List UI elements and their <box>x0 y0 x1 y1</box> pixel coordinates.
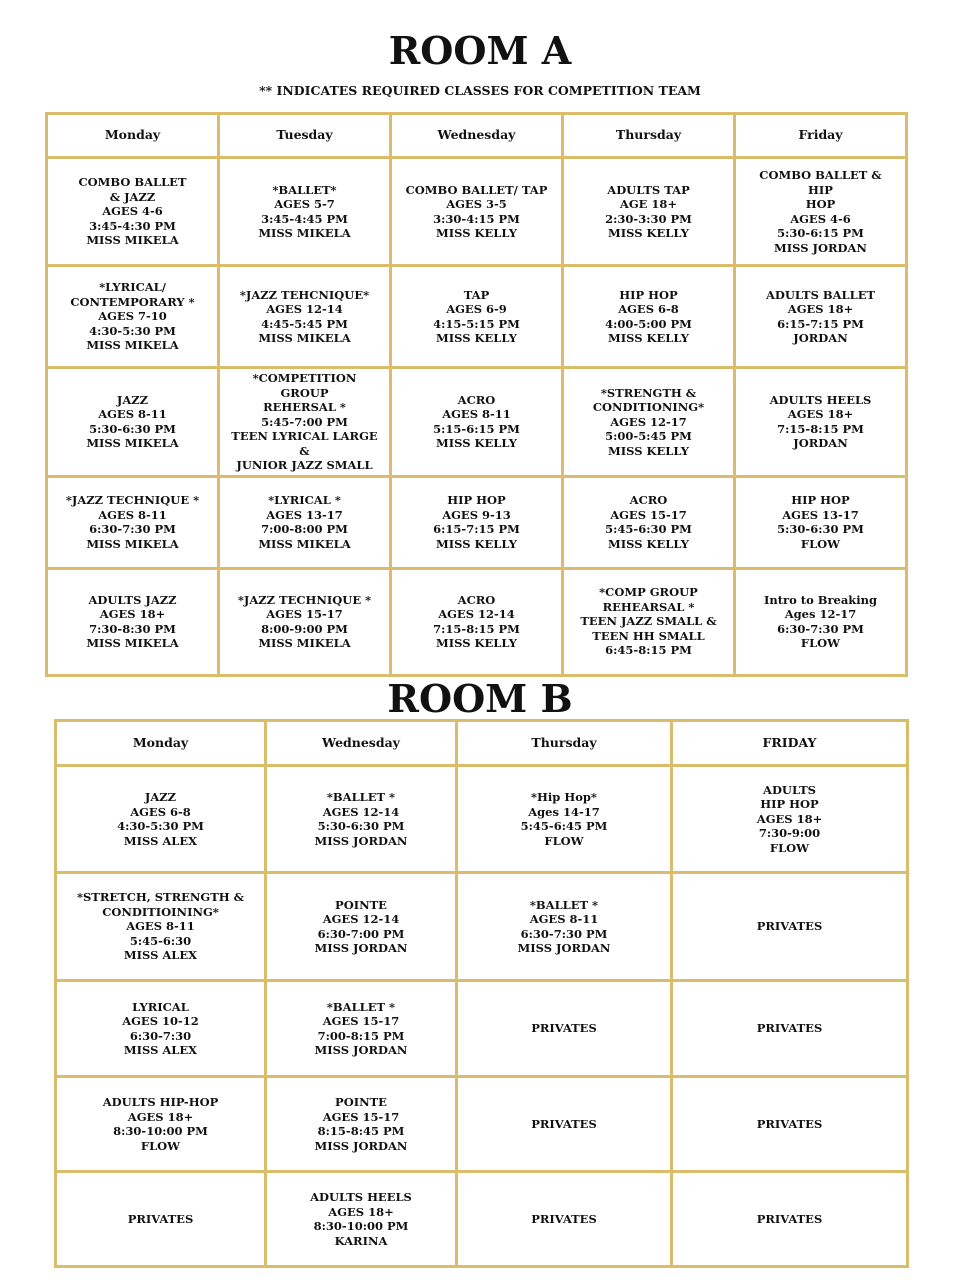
class-cell-line: AGES 4-6 <box>790 211 851 226</box>
class-cell-line: AGES 12-14 <box>438 607 515 621</box>
class-cell-line: 6:15-7:15 PM <box>433 522 520 536</box>
class-cell-line: REHERSAL * <box>263 400 346 414</box>
class-cell-line: AGES 6-9 <box>446 302 507 316</box>
class-cell-line: 7:15-8:15 PM <box>433 621 520 636</box>
class-cell-line: 2:30-3:30 PM <box>605 211 692 226</box>
class-cell-line: CONTEMPORARY * <box>70 294 195 309</box>
class-cell-line: Ages 14-17 <box>528 804 600 819</box>
class-cell-line: AGES 9-13 <box>442 507 511 522</box>
class-cell <box>56 1172 266 1267</box>
class-cell <box>56 873 266 981</box>
class-cell-line: MISS JORDAN <box>314 941 408 955</box>
class-cell-line: JUNIOR JAZZ SMALL <box>236 458 373 472</box>
class-cell-line: MISS KELLY <box>608 226 689 240</box>
day-header-friday: FRIDAY <box>672 721 908 766</box>
class-cell-line: HIP HOP <box>760 797 819 812</box>
day-header-friday: Friday <box>735 114 907 158</box>
class-cell-line: *BALLET * <box>326 790 396 804</box>
class-cell-line: MISS ALEX <box>123 1043 198 1057</box>
class-cell <box>266 873 457 981</box>
class-cell-line: AGES 12-14 <box>322 804 400 819</box>
day-header-tuesday: Tuesday <box>219 114 391 158</box>
class-cell-line: PRIVATES <box>531 1211 597 1226</box>
day-header-thursday: Thursday <box>457 721 672 766</box>
class-cell-line: PRIVATES <box>756 1116 823 1131</box>
class-cell-line: JORDAN <box>793 331 848 345</box>
class-cell-line: 4:30-5:30 PM <box>117 819 204 833</box>
schedule-row <box>56 981 908 1077</box>
class-cell-line: TEEN HH SMALL <box>592 628 705 643</box>
class-cell-line: ADULTS JAZZ <box>88 592 177 607</box>
class-cell <box>735 568 907 675</box>
class-cell <box>266 1172 457 1267</box>
class-cell-line: AGES 4-6 <box>102 204 163 219</box>
class-cell <box>47 568 219 675</box>
class-cell-line: 3:45-4:45 PM <box>261 211 348 226</box>
class-cell-line: MISS JORDAN <box>517 941 611 955</box>
room-a-schedule-table <box>45 112 908 677</box>
class-cell-line: 6:30-7:30 <box>129 1028 192 1043</box>
competition-note: ** INDICATES REQUIRED CLASSES FOR COMPETITION TEAM <box>259 83 701 98</box>
class-cell-line: MISS KELLY <box>608 331 689 345</box>
class-cell-line: MISS MIKELA <box>258 226 351 240</box>
class-cell-line: PRIVATES <box>531 1021 597 1036</box>
class-cell-line: 8:15-8:45 PM <box>317 1124 405 1138</box>
class-cell-line: 6:15-7:15 PM <box>777 316 864 331</box>
class-cell-line: 5:45-6:45 PM <box>520 819 608 833</box>
class-cell-line: JAZZ <box>144 790 177 804</box>
class-cell-line: AGES 13-17 <box>782 507 859 522</box>
class-cell-line: AGES 18+ <box>127 1109 194 1124</box>
class-cell-line: POINTE <box>335 897 387 912</box>
class-cell-line: 4:15-5:15 PM <box>433 316 520 331</box>
class-cell-line: AGES 15-17 <box>322 1014 400 1028</box>
day-header-thursday: Thursday <box>563 114 735 158</box>
class-cell <box>266 981 457 1077</box>
class-cell-line: Intro to Breaking <box>763 592 878 607</box>
class-cell-line: HIP HOP <box>791 493 850 507</box>
day-header-monday: Monday <box>56 721 266 766</box>
class-cell-line: MISS KELLY <box>436 226 517 240</box>
class-cell-line: ADULTS HEELS <box>310 1190 412 1204</box>
class-cell-line: FLOW <box>800 536 841 551</box>
room-b-schedule-table <box>54 719 909 1268</box>
class-cell-line: *JAZZ TECHNIQUE * <box>237 592 372 607</box>
class-cell <box>56 1077 266 1172</box>
class-cell-line: MISS JORDAN <box>314 1138 408 1153</box>
class-cell <box>735 368 907 477</box>
class-cell-line: TEEN JAZZ SMALL & <box>580 614 717 629</box>
class-cell-line: TAP <box>463 287 490 302</box>
class-cell-line: 4:00-5:00 PM <box>605 316 692 331</box>
class-cell-line: & JAZZ <box>109 189 156 204</box>
room-a-title: ROOM A <box>388 28 572 73</box>
class-cell-line: *COMPETITION GROUP <box>252 371 357 400</box>
class-cell <box>219 368 391 477</box>
class-cell-line: CONDITIOINING* <box>102 904 219 919</box>
class-cell-line: 5:30-6:30 PM <box>777 522 864 536</box>
class-cell <box>457 766 672 873</box>
class-cell-line: 3:30-4:15 PM <box>433 211 520 226</box>
class-cell <box>563 476 735 568</box>
class-cell-line: 5:45-6:30 PM <box>605 522 692 536</box>
class-cell <box>391 568 563 675</box>
class-cell <box>391 266 563 368</box>
class-cell <box>735 158 907 266</box>
class-cell-line: MISS MIKELA <box>258 331 351 345</box>
class-cell-line: AGES 8-11 <box>126 919 195 934</box>
class-cell-line: 4:30-5:30 PM <box>89 323 176 338</box>
class-cell-line: COMBO BALLET & HIP <box>759 168 882 197</box>
schedule-row <box>47 476 907 568</box>
class-cell-line: AGES 12-14 <box>266 302 343 316</box>
class-cell-line: FLOW <box>140 1138 181 1153</box>
class-cell-line: MISS ALEX <box>123 948 198 963</box>
class-cell-line: AGES 15-17 <box>610 507 687 522</box>
class-cell <box>47 266 219 368</box>
class-cell-line: POINTE <box>335 1095 387 1109</box>
class-cell-line: REHEARSAL * <box>602 599 695 614</box>
class-cell-line: HIP HOP <box>447 493 506 507</box>
class-cell-line: *JAZZ TECHNIQUE * <box>65 493 200 507</box>
class-cell-line: AGES 8-11 <box>98 407 167 422</box>
class-cell-line: AGES 10-12 <box>122 1014 199 1028</box>
class-cell <box>266 1077 457 1172</box>
class-cell-line: ADULTS HIP-HOP <box>102 1095 219 1109</box>
class-cell-line: 7:15-8:15 PM <box>777 421 864 436</box>
schedule-row <box>56 1077 908 1172</box>
class-cell <box>47 476 219 568</box>
class-cell-line: 7:30-9:00 <box>758 826 821 841</box>
class-cell-line: COMBO BALLET/ TAP <box>405 182 548 197</box>
class-cell-line: AGES 7-10 <box>98 309 167 324</box>
class-cell-line: *LYRICAL * <box>268 493 341 507</box>
class-cell <box>672 1077 908 1172</box>
class-cell <box>47 158 219 266</box>
class-cell-line: ADULTS HEELS <box>769 392 872 407</box>
room-a-body <box>47 114 907 676</box>
class-cell-line: MISS KELLY <box>436 636 517 650</box>
class-cell <box>391 158 563 266</box>
class-cell-line: 7:00-8:15 PM <box>317 1028 405 1043</box>
class-cell <box>563 368 735 477</box>
class-cell-line: AGES 12-14 <box>322 912 400 926</box>
class-cell-line: MISS JORDAN <box>314 833 408 848</box>
class-cell-line: COMBO BALLET <box>78 175 187 190</box>
class-cell-line: MISS MIKELA <box>86 536 179 551</box>
class-cell-line: AGES 15-17 <box>322 1109 400 1124</box>
class-cell-line: FLOW <box>800 636 841 650</box>
class-cell-line: AGES 5-7 <box>274 197 335 211</box>
class-cell-line: HOP <box>805 197 836 211</box>
room-b-body <box>56 721 908 1267</box>
class-cell-line: MISS MIKELA <box>86 338 179 353</box>
class-cell-line: ACRO <box>457 392 496 407</box>
class-cell <box>457 1077 672 1172</box>
class-cell <box>56 981 266 1077</box>
schedule-row <box>47 158 907 266</box>
class-cell-line: ADULTS TAP <box>607 182 690 197</box>
class-cell-line: FLOW <box>769 840 810 855</box>
class-cell-line: MISS JORDAN <box>314 1043 408 1057</box>
class-cell <box>219 568 391 675</box>
schedule-row <box>56 1172 908 1267</box>
class-cell-line: TEEN LYRICAL LARGE & <box>231 429 378 458</box>
class-cell <box>672 1172 908 1267</box>
class-cell-line: AGES 18+ <box>328 1204 394 1219</box>
class-cell <box>219 476 391 568</box>
class-cell-line: PRIVATES <box>531 1116 597 1131</box>
day-header-wednesday: Wednesday <box>391 114 563 158</box>
class-cell-line: ADULTS BALLET <box>765 287 876 302</box>
class-cell-line: MISS MIKELA <box>86 233 179 248</box>
class-cell-line: *STRENGTH & <box>600 385 697 400</box>
class-cell-line: 8:30-10:00 PM <box>113 1124 208 1138</box>
class-cell <box>391 476 563 568</box>
class-cell-line: ADULTS <box>763 782 816 797</box>
class-cell-line: AGES 8-11 <box>442 407 511 422</box>
class-cell-line: *STRETCH, STRENGTH & <box>76 890 245 905</box>
class-cell <box>457 981 672 1077</box>
day-header-monday: Monday <box>47 114 219 158</box>
class-cell-line: MISS MIKELA <box>86 436 179 451</box>
class-cell-line: 5:30-6:15 PM <box>777 226 864 240</box>
class-cell-line: *BALLET * <box>326 999 396 1014</box>
class-cell-line: 7:30-8:30 PM <box>89 621 176 636</box>
class-cell-line: 8:00-9:00 PM <box>261 621 348 636</box>
class-cell-line: PRIVATES <box>127 1211 194 1226</box>
class-cell-line: *COMP GROUP <box>599 585 698 600</box>
class-cell-line: AGES 13-17 <box>266 507 343 522</box>
class-cell-line: 5:15-6:15 PM <box>433 421 520 436</box>
class-cell <box>391 368 563 477</box>
class-cell-line: AGE 18+ <box>619 197 678 211</box>
class-cell-line: 7:00-8:00 PM <box>261 522 348 536</box>
class-cell-line: AGES 12-17 <box>610 414 687 429</box>
class-cell-line: MISS MIKELA <box>86 636 179 650</box>
class-cell-line: AGES 8-11 <box>529 912 599 926</box>
class-cell-line: *LYRICAL/ <box>99 280 166 295</box>
class-cell-line: MISS MIKELA <box>258 636 351 650</box>
class-cell-line: 6:45-8:15 PM <box>605 643 692 658</box>
day-header-wednesday: Wednesday <box>266 721 457 766</box>
schedule-row <box>56 766 908 873</box>
class-cell <box>735 266 907 368</box>
class-cell <box>47 368 219 477</box>
room-b-title: ROOM B <box>387 676 573 721</box>
class-cell <box>219 158 391 266</box>
class-cell-line: PRIVATES <box>756 919 823 934</box>
class-cell-line: *Hip Hop* <box>531 790 597 804</box>
class-cell-line: 8:30-10:00 PM <box>313 1219 409 1233</box>
class-cell-line: CONDITIONING* <box>592 400 705 414</box>
schedule-row <box>56 873 908 981</box>
class-cell <box>563 158 735 266</box>
class-cell <box>672 981 908 1077</box>
class-cell <box>266 766 457 873</box>
class-cell-line: *BALLET * <box>529 897 599 912</box>
class-cell-line: KARINA <box>334 1233 388 1248</box>
class-cell <box>563 266 735 368</box>
class-cell <box>735 476 907 568</box>
class-cell-line: 5:30-6:30 PM <box>317 819 405 833</box>
class-cell-line: JORDAN <box>793 436 848 451</box>
class-cell-line: MISS KELLY <box>436 331 517 345</box>
class-cell-line: MISS ALEX <box>123 833 198 848</box>
class-cell-line: LYRICAL <box>132 999 189 1014</box>
class-cell-line: 4:45-5:45 PM <box>261 316 348 331</box>
class-cell <box>219 266 391 368</box>
class-cell-line: AGES 6-8 <box>618 302 679 316</box>
class-cell-line: *BALLET* <box>272 182 337 197</box>
class-cell-line: AGES 18+ <box>787 407 854 422</box>
class-cell <box>672 766 908 873</box>
class-cell-line: AGES 18+ <box>787 302 854 316</box>
class-cell-line: AGES 15-17 <box>266 607 343 621</box>
class-cell <box>672 873 908 981</box>
class-cell-line: HIP HOP <box>619 287 678 302</box>
header-row <box>47 114 907 158</box>
class-cell-line: FLOW <box>544 833 584 848</box>
class-cell-line: 6:30-7:00 PM <box>317 926 405 941</box>
class-cell-line: AGES 3-5 <box>446 197 507 211</box>
class-cell-line: MISS MIKELA <box>258 536 351 551</box>
class-cell-line: MISS KELLY <box>608 443 689 458</box>
class-cell-line: AGES 18+ <box>756 811 823 826</box>
class-cell <box>563 568 735 675</box>
class-cell-line: AGES 18+ <box>99 607 166 621</box>
class-cell-line: AGES 8-11 <box>98 507 167 522</box>
schedule-row <box>47 568 907 675</box>
class-cell-line: AGES 6-8 <box>130 804 191 819</box>
class-cell-line: PRIVATES <box>756 1021 823 1036</box>
class-cell-line: 5:30-6:30 PM <box>89 421 176 436</box>
class-cell-line: MISS JORDAN <box>774 240 867 255</box>
class-cell-line: ACRO <box>629 493 668 507</box>
class-cell-line: *JAZZ TEHCNIQUE* <box>239 287 370 302</box>
class-cell-line: Ages 12-17 <box>784 607 857 621</box>
class-cell-line: MISS KELLY <box>608 536 689 551</box>
schedule-row <box>47 266 907 368</box>
class-cell-line: 5:45-6:30 <box>129 933 192 948</box>
class-cell-line: 5:45-7:00 PM <box>261 414 348 429</box>
class-cell-line: JAZZ <box>116 392 149 407</box>
class-cell <box>56 766 266 873</box>
class-cell-line: MISS KELLY <box>436 536 517 551</box>
class-cell-line: 6:30-7:30 PM <box>89 522 176 536</box>
class-cell <box>457 873 672 981</box>
class-cell-line: ACRO <box>457 592 496 607</box>
class-cell-line: PRIVATES <box>756 1211 823 1226</box>
class-cell-line: MISS KELLY <box>436 436 517 451</box>
class-cell-line: 5:00-5:45 PM <box>605 429 692 443</box>
header-row <box>56 721 908 766</box>
class-cell <box>457 1172 672 1267</box>
class-cell-line: 6:30-7:30 PM <box>777 621 864 636</box>
class-cell-line: 6:30-7:30 PM <box>520 926 608 941</box>
schedule-row <box>47 368 907 477</box>
class-cell-line: 3:45-4:30 PM <box>89 218 176 233</box>
